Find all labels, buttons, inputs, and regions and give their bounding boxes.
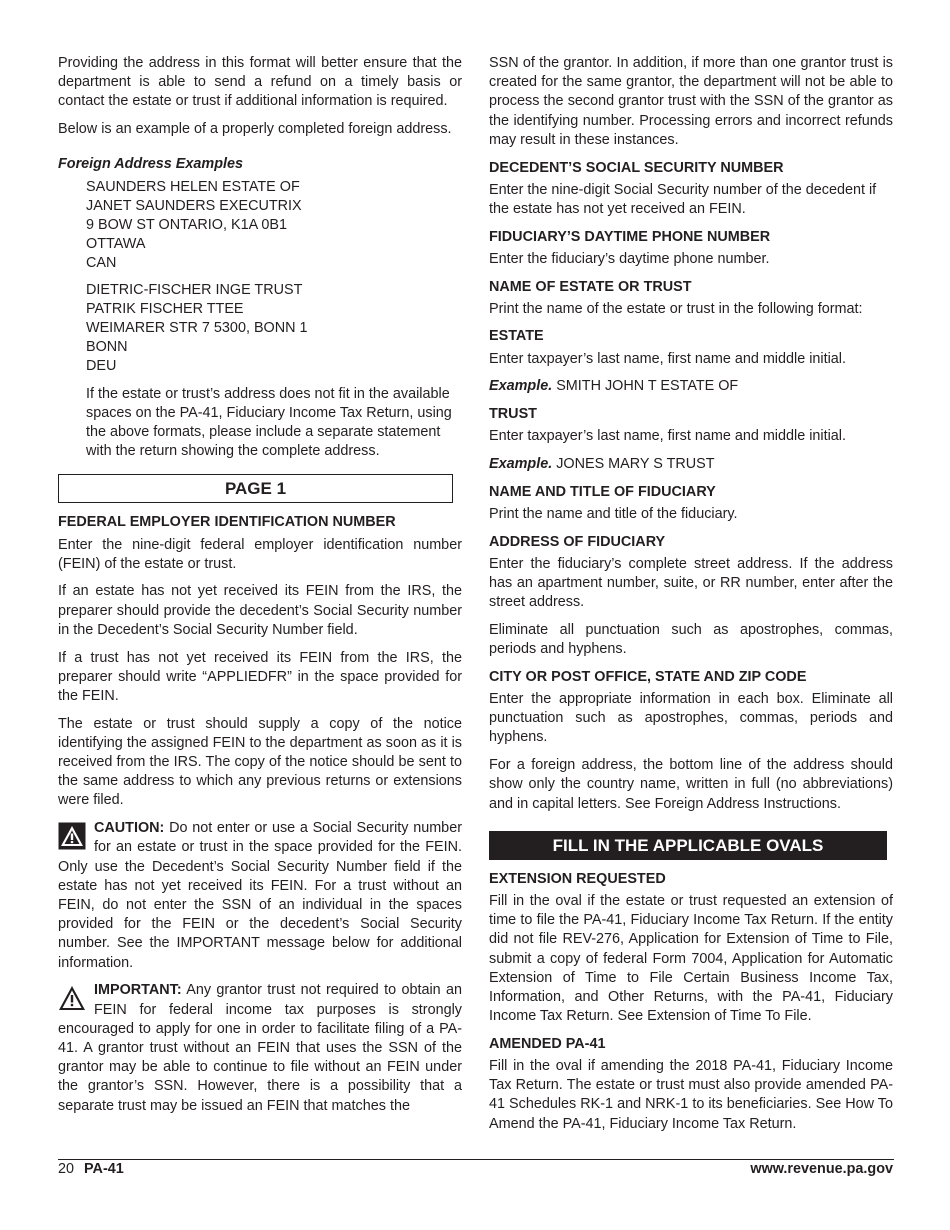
address-line: CAN <box>86 254 117 271</box>
caution-note <box>58 819 462 973</box>
caution-text: Do not enter or use a Social Security number for an estate or trust in the space provided for the FEIN. Only use the Decedent’s Social Security Number field if the estate has not yet received its FEIN. For a trust without an FEIN, do not enter the SSN of an individual in the spaces provided for the FEIN or the decedent’s Social Security number. See the IMPORTANT message below for additional information. <box>58 820 462 971</box>
trust-heading: TRUST <box>489 406 537 423</box>
phone-paragraph: Enter the fiduciary’s daytime phone number. <box>489 250 770 267</box>
trust-example <box>489 455 893 474</box>
decedent-ssn-heading: DECEDENT’S SOCIAL SECURITY NUMBER <box>489 159 784 176</box>
page-number: 20 <box>58 1161 75 1177</box>
fein-paragraph: The estate or trust should supply a copy of the notice identifying the assigned FEIN to the department as soon as it is received from the IRS. The copy of the notice should be sent to the same address to which any previous returns or extensions were filed. <box>58 715 462 809</box>
address-line: BONN <box>86 339 128 356</box>
city-state-zip-paragraph: Enter the appropriate information in each box. Eliminate all punctuation such as apostrophes, commas, periods and hyphens. <box>489 690 893 746</box>
fein-paragraph: Enter the nine-digit federal employer identification number (FEIN) of the estate or trust. <box>58 536 462 572</box>
address-line: PATRIK FISCHER TTEE <box>86 301 244 318</box>
city-state-zip-heading: CITY OR POST OFFICE, STATE AND ZIP CODE <box>489 668 807 685</box>
amended-heading: AMENDED PA-41 <box>489 1035 606 1052</box>
example-label: Example. <box>489 378 553 395</box>
city-state-zip-paragraph: For a foreign address, the bottom line of the address should show only the country name, written in full (no abbreviations) and in capital letters. See Foreign Address Instructions. <box>489 757 893 812</box>
address-line: DIETRIC-FISCHER INGE TRUST <box>86 282 303 299</box>
page-1-heading: PAGE 1 <box>58 474 453 503</box>
address-line: 9 BOW ST ONTARIO, K1A 0B1 <box>86 216 287 233</box>
important-note <box>58 981 462 1115</box>
intro-paragraph: Providing the address in this format will better ensure that the department is able to send a refund on a timely basis or contact the estate or trust if additional information is required. <box>58 55 462 110</box>
extension-paragraph: Fill in the oval if the estate or trust requested an extension of time to file the PA-41, Fiduciary Income Tax Return. If the entity did not file REV-276, Application for Extension of Time to File, submit a copy of federal Form 7004, Application for Automatic Extension of Time to File Certain Business Income Tax, Information, and Other Returns, with the PA-41, Fiduciary Income Tax Return. See Extension of Time To File. <box>489 892 893 1025</box>
fein-paragraph: If a trust has not yet received its FEIN from the IRS, the preparer should write “APPLIEDFR” in the space provided for the FEIN. <box>58 649 462 704</box>
website-link[interactable]: www.revenue.pa.gov <box>750 1161 893 1177</box>
estate-trust-name-heading: NAME OF ESTATE OR TRUST <box>489 278 692 295</box>
amended-paragraph: Fill in the oval if amending the 2018 PA-41, Fiduciary Income Tax Return. The estate or trust must also provide amended PA-41 Schedules RK-1 and NRK-1 to its beneficiaries. See How To Amend the PA-41, Fiduciary Income Tax Return. <box>489 1058 893 1132</box>
address-overflow-note: If the estate or trust’s address does not fit in the available spaces on the PA-41, Fiduciary Income Tax Return, using the above formats, please include a separate statement with the return showing the complete address. <box>86 385 452 460</box>
estate-heading: ESTATE <box>489 328 544 345</box>
fiduciary-title-paragraph: Print the name and title of the fiduciary. <box>489 505 738 522</box>
decedent-ssn-paragraph: Enter the nine-digit Social Security number of the decedent if the estate has not yet received an FEIN. <box>489 181 877 217</box>
address-line: DEU <box>86 358 117 375</box>
estate-example-text: SMITH JOHN T ESTATE OF <box>552 378 739 395</box>
important-text: Any grantor trust not required to obtain an FEIN for federal income tax purposes is strongly encouraged to apply for one in order to facilitate filing of a PA-41. A grantor trust without an FEIN that uses the SSN of the grantor may be able to continue to file without an FEIN under the grantor’s SSN. However, there is a possibility that a separate trust may be issued an FEIN that matches the <box>58 982 462 1114</box>
trust-paragraph: Enter taxpayer’s last name, first name and middle initial. <box>489 428 847 445</box>
grantor-continuation: SSN of the grantor. In addition, if more than one grantor trust is created for the same grantor, the department will not be able to process the second grantor trust with the SSN of the grantor as the identifying number. Processing errors and incorrect refunds may result in these instances. <box>489 55 893 148</box>
example-label: Example. <box>489 455 553 472</box>
estate-example <box>489 377 893 396</box>
address-line: JANET SAUNDERS EXECUTRIX <box>86 197 302 214</box>
caution-icon <box>58 822 86 850</box>
fiduciary-title-heading: NAME AND TITLE OF FIDUCIARY <box>489 483 716 500</box>
address-line: OTTAWA <box>86 235 146 252</box>
estate-trust-name-paragraph: Print the name of the estate or trust in the following format: <box>489 300 863 317</box>
ovals-heading: FILL IN THE APPLICABLE OVALS <box>489 831 887 860</box>
fein-heading: FEDERAL EMPLOYER IDENTIFICATION NUMBER <box>58 514 396 531</box>
example-intro: Below is an example of a properly completed foreign address. <box>58 121 452 138</box>
foreign-address-example-2 <box>86 281 462 376</box>
estate-paragraph: Enter taxpayer’s last name, first name and middle initial. <box>489 350 847 367</box>
left-column <box>58 54 462 1124</box>
fiduciary-address-paragraph: Enter the fiduciary’s complete street address. If the address has an apartment number, suite, or RR number, enter after the street address. <box>489 555 893 611</box>
right-column <box>489 54 893 1142</box>
phone-heading: FIDUCIARY’S DAYTIME PHONE NUMBER <box>489 228 771 245</box>
foreign-address-example-1 <box>86 178 462 273</box>
address-line: WEIMARER STR 7 5300, BONN 1 <box>86 320 308 337</box>
extension-heading: EXTENSION REQUESTED <box>489 870 666 887</box>
form-name: PA-41 <box>84 1161 124 1177</box>
fiduciary-address-heading: ADDRESS OF FIDUCIARY <box>489 533 666 550</box>
caution-label: CAUTION: <box>94 820 165 837</box>
fiduciary-address-paragraph: Eliminate all punctuation such as apostrophes, commas, periods and hyphens. <box>489 621 893 658</box>
warning-icon <box>58 984 86 1012</box>
address-line: SAUNDERS HELEN ESTATE OF <box>86 178 300 195</box>
foreign-address-heading: Foreign Address Examples <box>58 156 244 173</box>
footer-left <box>58 1160 124 1179</box>
fein-paragraph: If an estate has not yet received its FEIN from the IRS, the preparer should provide the decedent’s Social Security number in the Decedent’s Social Security Number field. <box>58 583 462 638</box>
trust-example-text: JONES MARY S TRUST <box>552 455 715 472</box>
important-label: IMPORTANT: <box>94 982 182 999</box>
